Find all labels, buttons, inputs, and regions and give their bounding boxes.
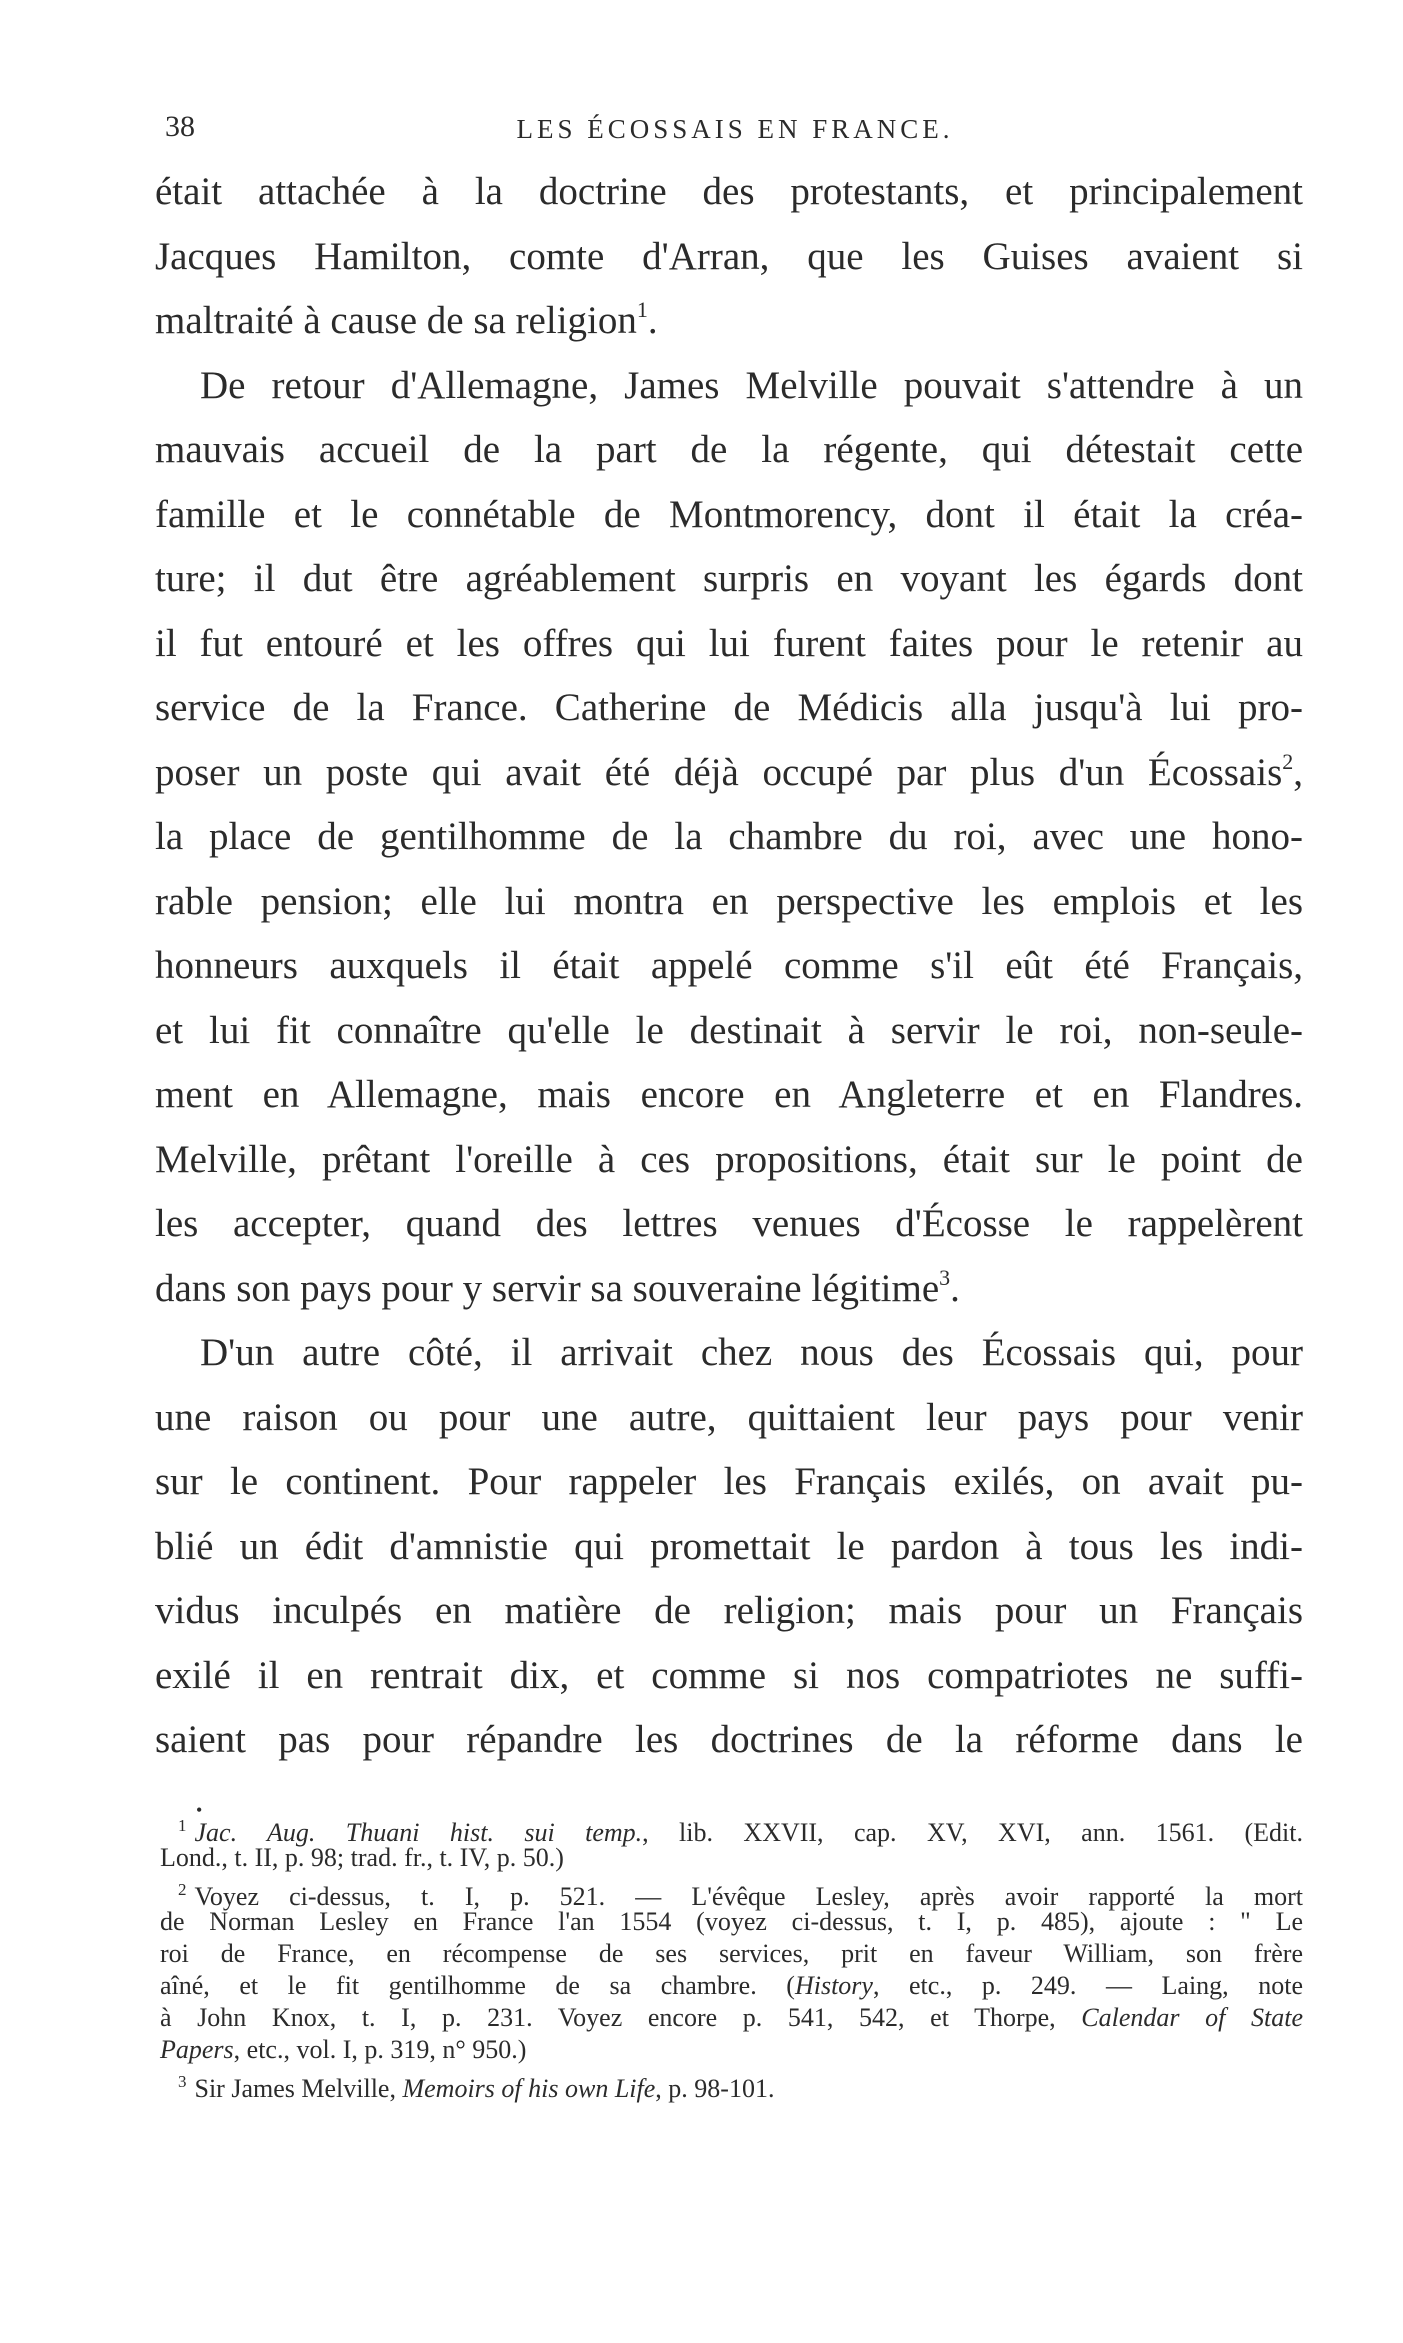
footnote-ref: 1 [636, 297, 648, 322]
text-line [155, 741, 1303, 806]
text-line: était attachée à la doctrine des protestants, et principalement [155, 170, 1303, 213]
text-line: mauvais accueil de la part de la régente, qui détestait cette [155, 428, 1303, 471]
text-line: une raison ou pour une autre, quittaient leur pays pour venir [155, 1395, 1303, 1439]
text-line: honneurs auxquels il était appelé comme s'il eût été Français, [155, 944, 1303, 987]
text-fragment: , p. 98-101. [655, 2074, 775, 2103]
text-fragment: , lib. XXVII, cap. XV, XVI, ann. 1561. (Edit. [642, 1818, 1303, 1847]
text-line: ment en Allemagne, mais encore en Angleterre et en Flandres. [155, 1073, 1303, 1116]
page-header [165, 110, 1305, 150]
text-line: la place de gentilhomme de la chambre du roi, avec une hono- [155, 815, 1303, 858]
footnote-number: 1 [178, 1816, 187, 1835]
text-line: sur le continent. Pour rappeler les Français exilés, on avait pu- [155, 1460, 1303, 1503]
text-line: les accepter, quand des lettres venues d'Écosse le rappelèrent [155, 1202, 1303, 1245]
text-line: saient pas pour répandre les doctrines de la réforme dans le [155, 1718, 1303, 1761]
text-fragment: dans son pays pour y servir sa souveraine légitime [155, 1266, 940, 1310]
text-fragment: , etc., vol. I, p. 319, n° 950.) [233, 2035, 527, 2064]
footnote-2 [160, 1874, 1303, 1911]
text-fragment: . [950, 1266, 960, 1310]
text-fragment: History [794, 1971, 873, 2000]
text-fragment: aîné, et le fit gentilhomme de sa chambre. ( [160, 1971, 795, 2000]
text-line: il fut entouré et les offres qui lui furent faites pour le retenir au [155, 621, 1303, 665]
text-fragment: , [1293, 750, 1303, 794]
text-fragment: Voyez ci-dessus, t. I, p. 521. — L'évêque Lesley, après avoir rapporté la mort [194, 1882, 1303, 1911]
footnote-number: 2 [178, 1880, 187, 1899]
footnote-3 [160, 2066, 1303, 2103]
footnote-1 [160, 1810, 1303, 1847]
text-line: et lui fit connaître qu'elle le destinait à servir le roi, non-seule- [155, 1008, 1303, 1052]
footnote-line: roi de France, en récompense de ses services, prit en faveur William, son frère [160, 1939, 1303, 1968]
separator-dot: • [196, 1800, 203, 1820]
text-line: Melville, prêtant l'oreille à ces propositions, était sur le point de [155, 1137, 1303, 1181]
text-fragment: Papers [160, 2035, 234, 2064]
text-line: Jacques Hamilton, comte d'Arran, que les Guises avaient si [155, 234, 1303, 278]
footnote-ref: 3 [939, 1264, 951, 1290]
paragraph-start: De retour d'Allemagne, James Melville pouvait s'attendre à un [200, 363, 1303, 407]
footnote-line [160, 1970, 1303, 2002]
text-line: vidus inculpés en matière de religion; mais pour un Français [155, 1589, 1303, 1632]
text-line: famille et le connétable de Montmorency, dont il était la créa- [155, 492, 1303, 536]
text-fragment: à John Knox, t. I, p. 231. Voyez encore p. 541, 542, et Thorpe, [160, 2003, 1082, 2032]
text-fragment: Calendar of State [1081, 2003, 1303, 2032]
text-line: service de la France. Catherine de Médicis alla jusqu'à lui pro- [155, 686, 1303, 729]
footnote-line [160, 2002, 1303, 2034]
paragraph-start: D'un autre côté, il arrivait chez nous des Écossais qui, pour [200, 1331, 1303, 1374]
footnote-ref: 2 [1282, 748, 1294, 774]
text-fragment: , etc., p. 249. — Laing, note [872, 1971, 1304, 2000]
running-title: LES ÉCOSSAIS EN FRANCE. [516, 114, 954, 144]
body-text [155, 160, 1303, 1773]
text-line: rable pension; elle lui montra en perspective les emplois et les [155, 879, 1303, 923]
footnote-line [160, 2034, 1303, 2066]
text-line [155, 1257, 1303, 1322]
text-line: maltraité à cause de sa religion$^1$. [155, 297, 658, 342]
text-fragment: poser un poste qui avait été déjà occupé par plus d'un Écossais [155, 750, 1283, 794]
page-number: 38 [165, 110, 195, 143]
text-fragment: maltraité à cause de sa religion [155, 299, 637, 342]
text-fragment: Memoirs of his own Life [402, 2074, 656, 2103]
text-fragment: Sir James Melville, [194, 2074, 403, 2103]
text-fragment: Jac. Aug. Thuani hist. sui temp. [194, 1818, 643, 1847]
footnote-line: de Norman Lesley en France l'an 1554 (voyez ci-dessus, t. I, p. 485), ajoute : " Le [160, 1907, 1303, 1936]
text-line: ture; il dut être agréablement surpris en voyant les égards dont [155, 557, 1303, 600]
footnote-number: 3 [178, 2072, 187, 2091]
footnotes [160, 1810, 1304, 2103]
text-line: blié un édit d'amnistie qui promettait le pardon à tous les indi- [155, 1524, 1303, 1568]
text-line: exilé il en rentrait dix, et comme si nos compatriotes ne suffi- [155, 1653, 1303, 1697]
footnote-line: Lond., t. II, p. 98; trad. fr., t. IV, p. 50.) [160, 1843, 564, 1872]
